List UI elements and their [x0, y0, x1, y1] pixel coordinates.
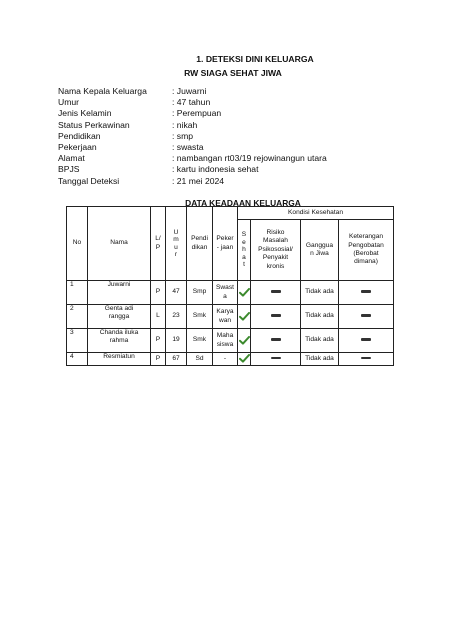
cell-pendidikan: Sd: [187, 353, 213, 366]
header-umur-text: m: [173, 236, 179, 244]
header-umur: [166, 207, 187, 281]
dash-icon: [361, 338, 371, 340]
cell-nama: [88, 329, 151, 353]
table-row: [67, 353, 394, 366]
header-keterangan-text: dimana): [354, 258, 378, 266]
cell-umur: 19: [166, 329, 187, 353]
info-label: BPJS: [58, 164, 80, 175]
info-row: [58, 153, 327, 164]
cell-no: 3: [67, 329, 88, 353]
header-keterangan: [339, 220, 394, 281]
header-kondisi-kesehatan: Kondisi Kesehatan: [238, 207, 394, 220]
info-row: [58, 131, 327, 142]
header-risiko-text: Masalah: [263, 237, 288, 245]
info-label: Status Perkawinan: [58, 119, 130, 130]
header-no: No: [67, 207, 88, 281]
header-keterangan-text: (Berobat: [353, 250, 379, 257]
cell-pekerjaan-text: -: [223, 354, 227, 362]
header-umur-text: U: [173, 228, 179, 236]
cell-umur: 23: [166, 305, 187, 329]
info-label: Jenis Kelamin: [58, 108, 112, 119]
cell-nama-text: Genta adi: [104, 305, 134, 312]
cell-pekerjaan-text: Maha: [216, 332, 234, 340]
cell-risiko: [251, 353, 301, 366]
info-value: : 21 mei 2024: [172, 175, 225, 186]
cell-pekerjaan-text: Karya: [216, 308, 234, 316]
cell-gangguan-jiwa: Tidak ada: [301, 353, 339, 366]
header-risiko-text: Penyakit: [262, 254, 289, 262]
cell-keterangan: [339, 353, 394, 366]
cell-no: 2: [67, 305, 88, 329]
cell-nama-text: Resmiatun: [103, 353, 135, 360]
dash-icon: [271, 290, 281, 292]
cell-sehat: [238, 329, 251, 353]
checkmark-icon: [239, 288, 250, 297]
info-label: Nama Kepala Keluarga: [58, 86, 147, 96]
header-sehat: [238, 220, 251, 281]
header-risiko-text: kronis: [266, 262, 285, 270]
info-label: Tanggal Deteksi: [58, 175, 120, 186]
cell-pekerjaan: [213, 353, 238, 366]
cell-risiko: [251, 329, 301, 353]
cell-pekerjaan: [213, 329, 238, 353]
header-pendidikan-text: Pendi: [191, 235, 208, 243]
cell-pekerjaan: [213, 281, 238, 305]
header-umur-text: r: [174, 250, 178, 258]
cell-risiko: [251, 305, 301, 329]
header-pekerjaan-text: - jaan: [216, 243, 234, 251]
cell-nama-text: Chanda iluka: [99, 329, 139, 336]
cell-lp: P: [151, 353, 166, 366]
dash-icon: [361, 357, 371, 359]
header-lp-text: P: [155, 243, 161, 251]
document-title: 1. DETEKSI DINI KELUARGA: [196, 54, 314, 64]
cell-pekerjaan-text: wan: [218, 316, 232, 324]
header-row: [67, 207, 394, 220]
cell-pekerjaan: [213, 305, 238, 329]
info-value: : swasta: [172, 142, 204, 153]
cell-keterangan: [339, 329, 394, 353]
info-value: : smp: [172, 130, 194, 141]
header-risiko-text: Risiko: [266, 228, 285, 236]
dash-icon: [271, 338, 281, 340]
dash-icon: [361, 314, 371, 316]
info-row: [58, 142, 327, 153]
header-pekerjaan-text: Peker: [216, 235, 234, 243]
cell-nama-text: rahma: [109, 337, 129, 345]
cell-pendidikan: Smk: [187, 305, 213, 329]
header-gangguan-jiwa: [301, 220, 339, 281]
checkmark-icon: [239, 312, 250, 321]
dash-icon: [271, 357, 281, 359]
header-sehat-text: h: [242, 246, 246, 254]
cell-nama: [88, 281, 151, 305]
cell-keterangan: [339, 305, 394, 329]
cell-nama-text: rangga: [108, 313, 130, 321]
family-health-table: [66, 206, 394, 366]
cell-nama-text: Juwarni: [107, 281, 131, 288]
cell-keterangan: [339, 281, 394, 305]
info-label: Pendidikan: [58, 130, 101, 141]
info-label: Alamat: [58, 153, 85, 164]
header-pendidikan: [187, 207, 213, 281]
info-label: Pekerjaan: [58, 142, 97, 153]
info-value: : nikah: [172, 119, 198, 130]
cell-lp: L: [151, 305, 166, 329]
cell-umur: 47: [166, 281, 187, 305]
info-label: Umur: [58, 97, 80, 108]
checkmark-icon: [239, 354, 250, 363]
cell-risiko: [251, 281, 301, 305]
cell-nama: [88, 353, 151, 366]
header-nama: Nama: [88, 207, 151, 281]
header-sehat-text: S: [241, 231, 247, 239]
info-row: [58, 176, 327, 187]
info-row: [58, 97, 327, 108]
info-row: [58, 164, 327, 175]
cell-pekerjaan-text: a: [223, 292, 227, 300]
document-subtitle: RW SIAGA SEHAT JIWA: [184, 68, 282, 78]
header-risiko-text: Psikososial/: [258, 245, 293, 253]
info-value: : 47 tahun: [172, 97, 211, 108]
info-value: : Perempuan: [172, 108, 222, 119]
cell-sehat: [238, 281, 251, 305]
header-pekerjaan: [213, 207, 238, 281]
header-umur-text: u: [174, 243, 178, 251]
info-row: [58, 120, 327, 131]
cell-umur: 67: [166, 353, 187, 366]
header-lp: [151, 207, 166, 281]
cell-gangguan-jiwa: Tidak ada: [301, 305, 339, 329]
cell-gangguan-jiwa: Tidak ada: [301, 329, 339, 353]
header-sehat-text: a: [242, 253, 246, 261]
table-row: [67, 329, 394, 353]
header-gangguan-text: n Jiwa: [310, 250, 329, 257]
header-sehat-text: e: [242, 238, 246, 246]
cell-no: 1: [67, 281, 88, 305]
info-value: : Juwarni: [172, 86, 207, 96]
header-keterangan-text: Pengobatan: [348, 241, 384, 249]
table-row: [67, 281, 394, 305]
checkmark-icon: [239, 336, 250, 345]
header-keterangan-text: Keterangan: [348, 233, 384, 241]
cell-sehat: [238, 305, 251, 329]
cell-pendidikan: Smp: [187, 281, 213, 305]
cell-gangguan-jiwa: Tidak ada: [301, 281, 339, 305]
dash-icon: [271, 314, 281, 316]
dash-icon: [361, 290, 371, 292]
header-lp-text: L/: [155, 235, 161, 243]
family-info: [58, 86, 327, 187]
header-pendidikan-text: dikan: [191, 243, 208, 251]
table-row: [67, 305, 394, 329]
cell-no: 4: [67, 353, 88, 366]
info-value: : nambangan rt03/19 rejowinangun utara: [172, 153, 327, 164]
header-sehat-text: t: [243, 261, 245, 269]
cell-pendidikan: Smk: [187, 329, 213, 353]
header-gangguan-text: Gangguа: [305, 241, 334, 249]
cell-sehat: [238, 353, 251, 366]
cell-pekerjaan-text: Swast: [216, 284, 234, 292]
cell-lp: P: [151, 329, 166, 353]
cell-pekerjaan-text: siswa: [216, 340, 234, 348]
cell-lp: P: [151, 281, 166, 305]
info-row: [58, 86, 327, 97]
header-risiko: [251, 220, 301, 281]
cell-nama: [88, 305, 151, 329]
table-title-text: DATA KEADAAN KELUARGA: [185, 198, 301, 208]
info-row: [58, 108, 327, 119]
info-value: : kartu indonesia sehat: [172, 164, 259, 175]
